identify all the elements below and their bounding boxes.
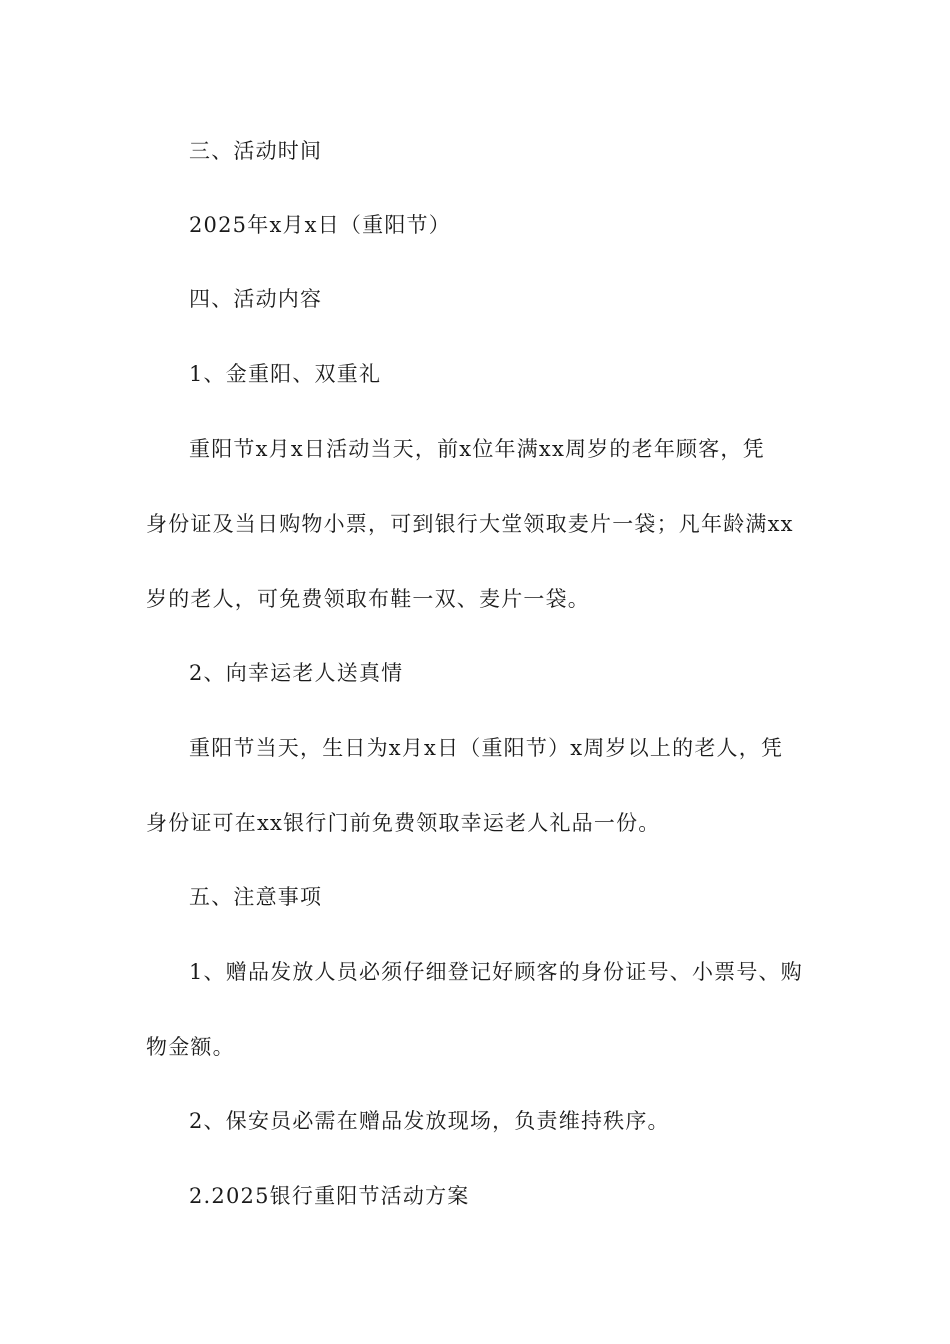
section-heading-notes: 五、注意事项 — [189, 885, 323, 909]
activity-date: 2025年x月x日（重阳节） — [189, 213, 451, 237]
section-heading-time: 三、活动时间 — [189, 139, 323, 163]
paragraph-line: 1、赠品发放人员必须仔细登记好顾客的身份证号、小票号、购 — [189, 960, 803, 984]
paragraph-line: 身份证及当日购物小票，可到银行大堂领取麦片一袋；凡年龄满xx — [146, 512, 794, 536]
paragraph-line: 身份证可在xx银行门前免费领取幸运老人礼品一份。 — [146, 811, 661, 835]
paragraph-line: 2、保安员必需在赠品发放现场，负责维持秩序。 — [189, 1109, 670, 1133]
section-heading-content: 四、活动内容 — [189, 287, 323, 311]
subheading-golden-double-gift: 1、金重阳、双重礼 — [189, 362, 382, 386]
paragraph-line: 重阳节当天，生日为x月x日（重阳节）x周岁以上的老人，凭 — [189, 736, 784, 760]
paragraph-line: 重阳节x月x日活动当天，前x位年满xx周岁的老年顾客，凭 — [189, 437, 765, 461]
paragraph-line: 岁的老人，可免费领取布鞋一双、麦片一袋。 — [146, 587, 590, 611]
paragraph-line: 物金额。 — [146, 1035, 235, 1059]
next-plan-title: 2.2025银行重阳节活动方案 — [189, 1184, 470, 1208]
subheading-lucky-elders: 2、向幸运老人送真情 — [189, 661, 404, 685]
